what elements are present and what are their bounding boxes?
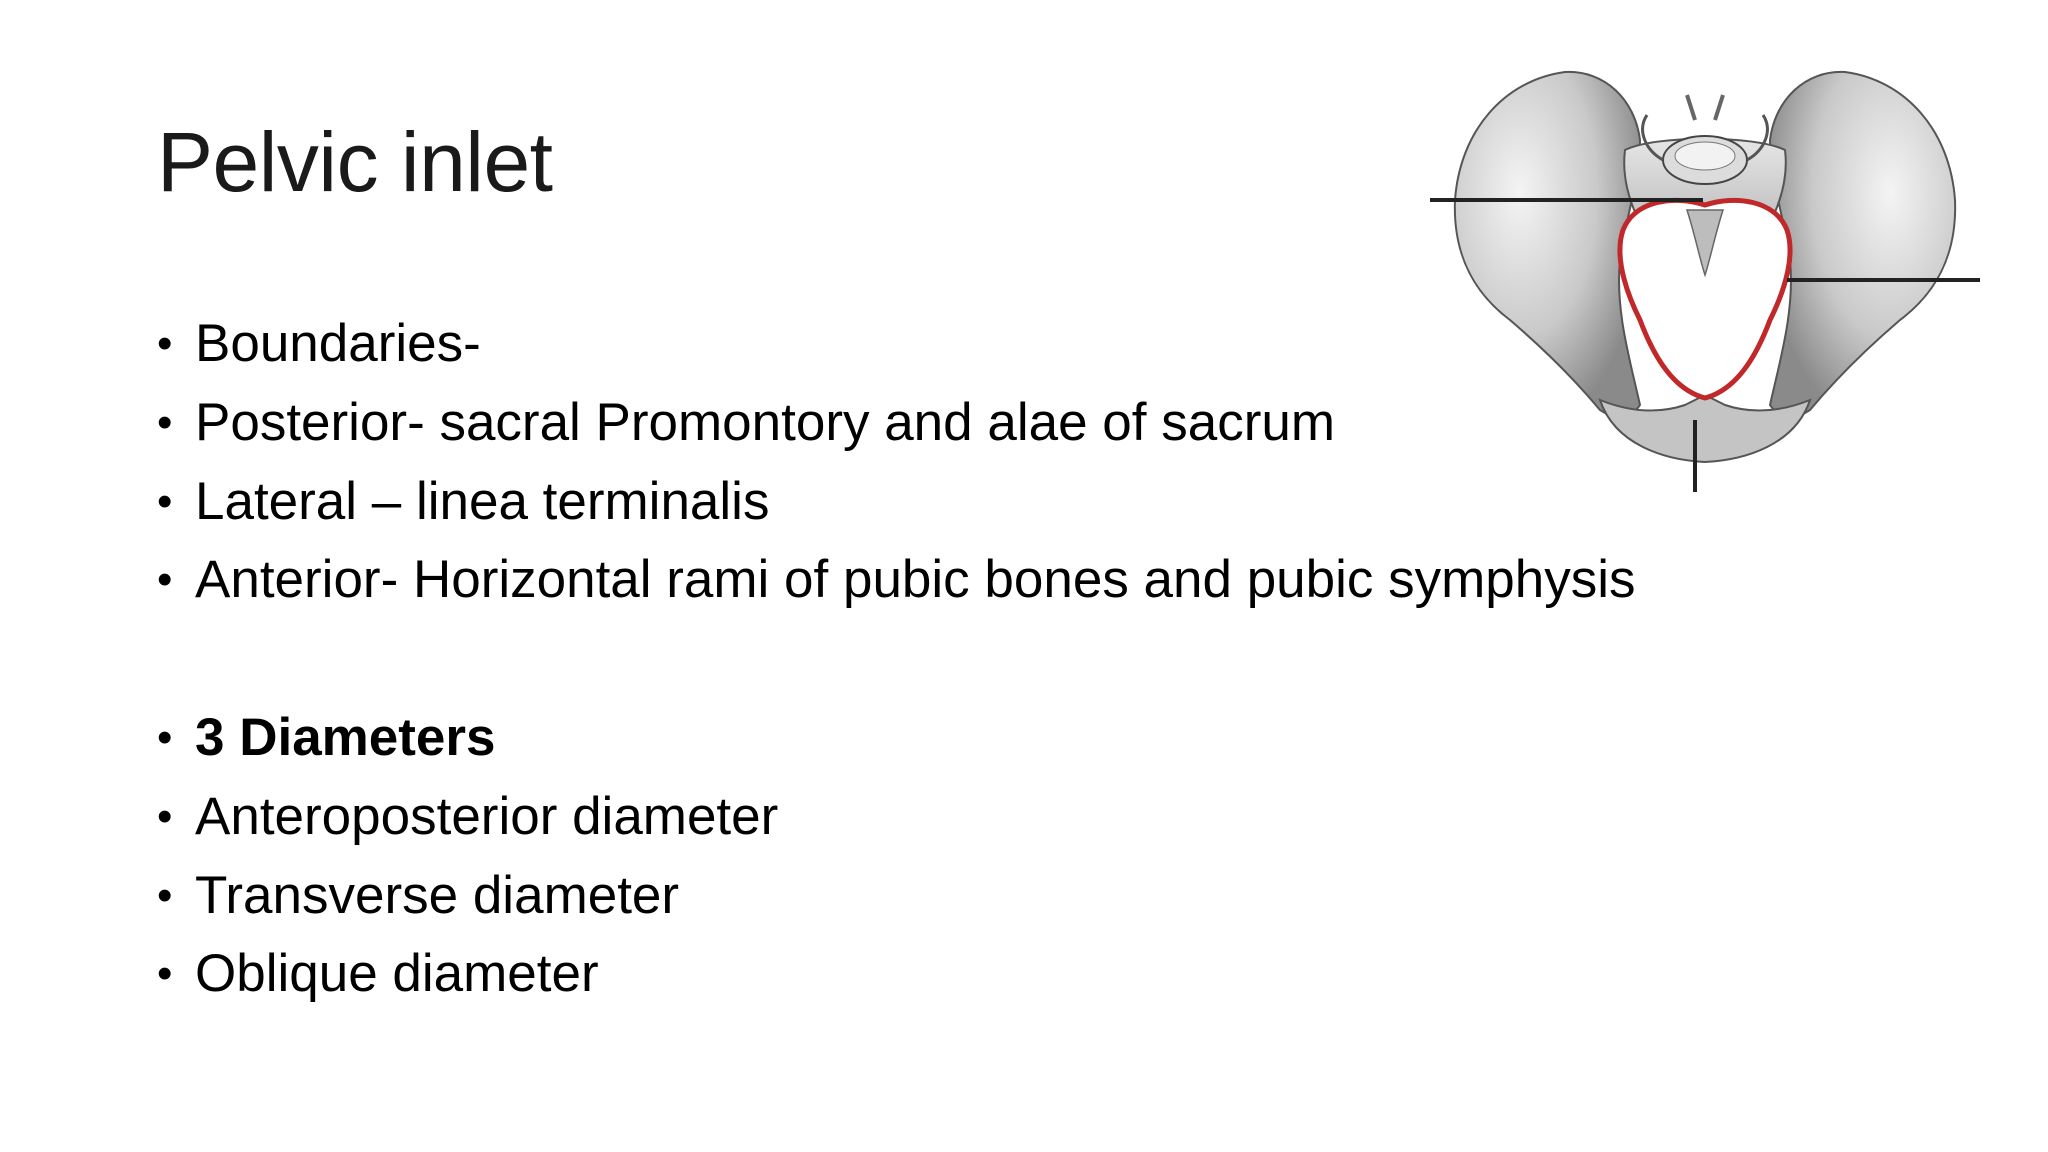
pelvis-illustration-icon [1425,60,1985,500]
bullet-item-lateral [157,463,1636,542]
bullet-item-boundaries [157,305,1636,384]
bullet-text: Anterior- Horizontal rami of pubic bones and pubic symphysis [195,550,1636,610]
bullet-dot: • [157,791,173,841]
bullet-dot: • [157,476,173,526]
bullet-item-anteroposterior [157,778,1636,857]
bullet-text: Lateral – linea terminalis [195,471,770,531]
bullet-item-transverse [157,857,1636,936]
bullet-dot: • [157,712,173,762]
bullet-text: Oblique diameter [195,944,599,1004]
bullet-dot: • [157,397,173,447]
bullet-text: 3 Diameters [195,707,496,767]
bullet-text: Transverse diameter [195,865,680,925]
bullet-item-diameters-heading [157,699,1636,778]
bullet-dot: • [157,555,173,605]
slide-title: Pelvic inlet [157,115,553,209]
bullet-dot: • [157,870,173,920]
bullet-item-posterior [157,384,1636,463]
right-ilium [1770,72,1955,417]
left-ilium [1455,72,1640,417]
bullet-text: Posterior- sacral Promontory and alae of sacrum [195,392,1335,452]
bullet-dot: • [157,319,173,368]
bullet-spacer [157,620,1636,699]
bullet-text: Boundaries- [195,314,481,373]
bullet-text: Anteroposterior diameter [195,786,779,846]
bullet-item-oblique [157,935,1636,1014]
bullet-item-anterior [157,541,1636,620]
bullet-dot: • [157,949,173,999]
bullet-list [157,305,1636,1014]
